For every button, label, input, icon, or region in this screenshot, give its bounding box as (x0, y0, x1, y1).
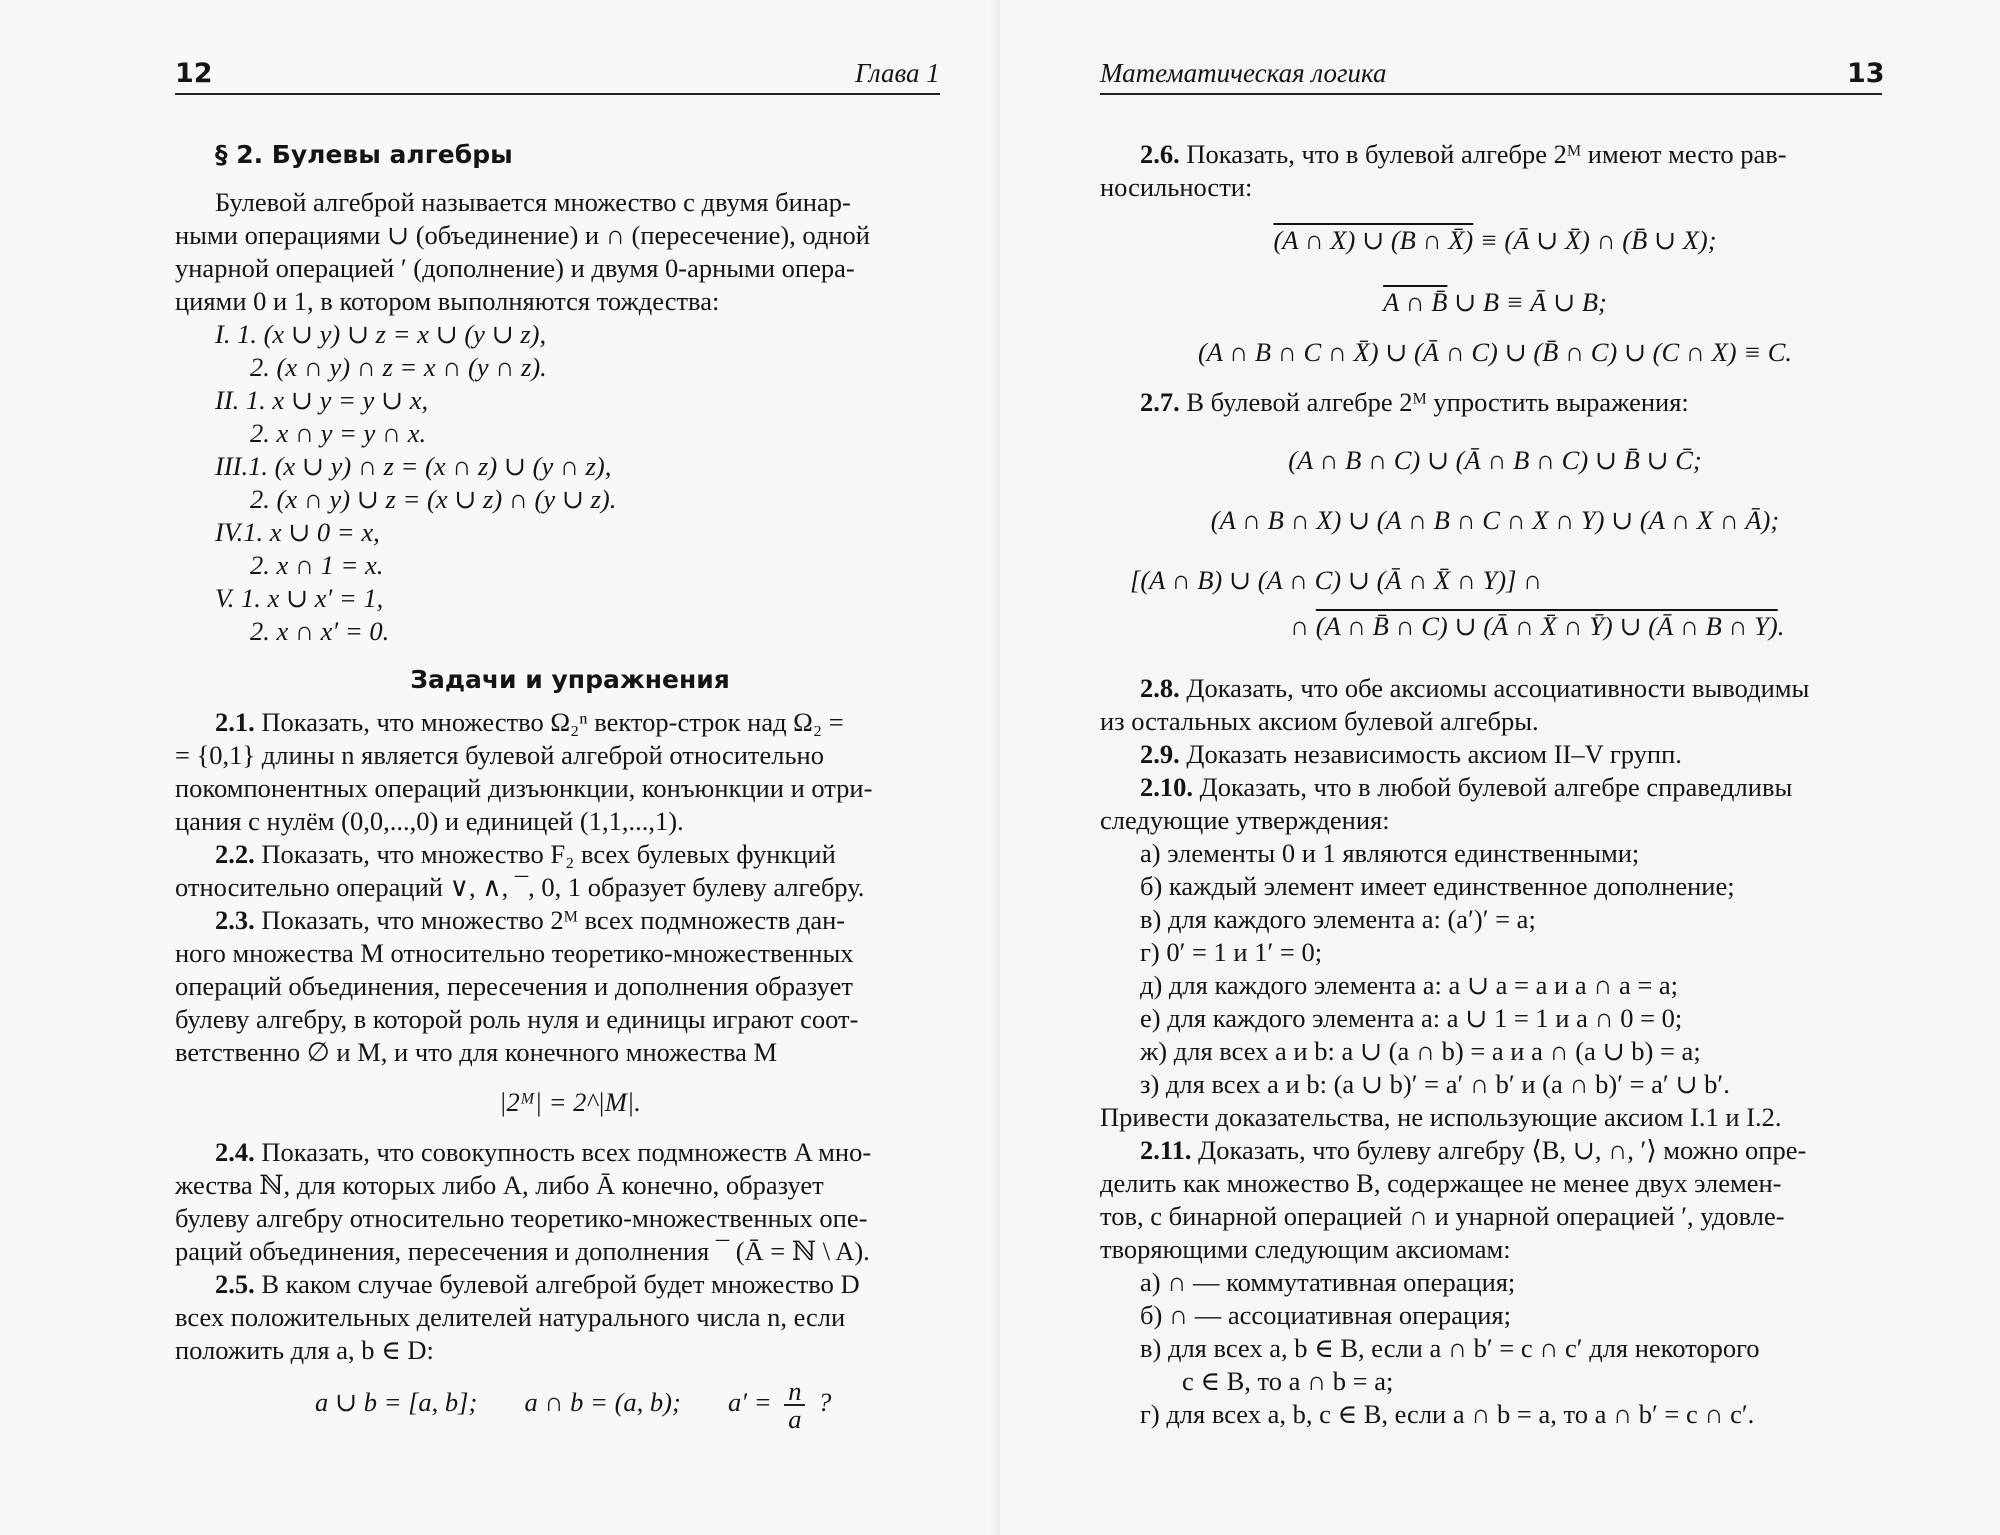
problem-text: Доказать независимость аксиом II–V групп. (1186, 739, 1682, 769)
formula-equivalence-3: (A ∩ B ∩ C ∩ X̄) ∪ (Ā ∩ C) ∪ (B̄ ∩ C) ∪ (C ∩ X) ≡ C. (1197, 337, 1793, 367)
list-item: з) для всех a и b: (a ∪ b)′ = a′ ∩ b′ и (a ∩ b)′ = a′ ∪ b′. (1140, 1069, 1730, 1099)
problem-line: носильности: (1100, 172, 1253, 202)
expression-tail: . (1777, 611, 1785, 641)
problem-line: ного множества M относительно теоретико-множественных (175, 938, 854, 968)
formula-operations (315, 1378, 831, 1432)
problem-2-1-first-line (215, 706, 844, 739)
problem-number: 2.7. (1140, 387, 1180, 417)
list-item: д) для каждого элемента a: a ∪ a = a и a ∩ a = a; (1140, 970, 1679, 1000)
fraction-denominator: a (788, 1404, 802, 1434)
problem-text: Показать, что множество Ω₂ⁿ вектор-строк над Ω₂ = (261, 707, 844, 737)
problem-line: ветственно ∅ и M, и что для конечного множества M (175, 1037, 778, 1067)
problem-2-5-first-line (215, 1268, 860, 1301)
problem-line: всех положительных делителей натурального числа n, если (175, 1302, 846, 1332)
problem-2-7-line (1140, 386, 1689, 419)
problem-line: тов, с бинарной операцией ∩ и унарной операцией ′, удовле- (1100, 1201, 1785, 1231)
problem-text: В булевой алгебре 2ᴹ упростить выражения: (1186, 387, 1689, 417)
formula-complement: a′ = (728, 1387, 772, 1418)
list-item-continuation: c ∈ B, то a ∩ b = a; (1182, 1366, 1394, 1396)
axiom-line: 2. x ∩ y = y ∩ x. (250, 418, 427, 448)
section-title: § 2. Булевы алгебры (215, 140, 513, 169)
problem-2-4-first-line (215, 1136, 871, 1169)
overlined-expression: A ∩ B̄ (1383, 287, 1448, 317)
problem-number: 2.1. (215, 707, 255, 737)
problem-line: делить как множество B, содержащее не менее двух элемен- (1100, 1168, 1782, 1198)
problem-text: Доказать, что булеву алгебру ⟨B, ∪, ∩, ′⟩ можно опре- (1198, 1135, 1807, 1165)
problem-text: Показать, что в булевой алгебре 2ᴹ имеют место рав- (1186, 139, 1787, 169)
fraction-numerator: n (784, 1378, 805, 1406)
problem-note: Привести доказательства, не использующие аксиом I.1 и I.2. (1100, 1102, 1782, 1132)
subsection-title: Задачи и упражнения (410, 665, 730, 694)
list-item: а) элементы 0 и 1 являются единственными; (1140, 838, 1640, 868)
list-item: г) 0′ = 1 и 1′ = 0; (1140, 937, 1323, 967)
problem-2-9-line (1140, 738, 1682, 771)
axiom-line: 2. x ∩ 1 = x. (250, 550, 384, 580)
axiom-line: 2. x ∩ x′ = 0. (250, 616, 390, 646)
problem-text: Показать, что множество 2ᴹ всех подмножеств дан- (261, 905, 846, 935)
axiom-line: 2. (x ∩ y) ∩ z = x ∩ (y ∩ z). (250, 352, 547, 382)
intro-line: Булевой алгеброй называется множество с двумя бинар- (215, 187, 851, 217)
axiom-line: II. 1. x ∪ y = y ∪ x, (215, 385, 429, 415)
intro-line: циями 0 и 1, в котором выполняются тождества: (175, 286, 720, 316)
intro-line: ными операциями ∪ (объединение) и ∩ (пересечение), одной (175, 220, 870, 250)
list-item: г) для всех a, b, c ∈ B, если a ∩ b = a, то a ∩ b′ = c ∩ c′. (1140, 1399, 1755, 1429)
formula-cardinality: |2ᴹ| = 2^|M|. (499, 1087, 641, 1117)
problem-text: В каком случае булевой алгеброй будет множество D (261, 1269, 860, 1299)
problem-line: операций объединения, пересечения и дополнения образует (175, 971, 853, 1001)
left-running-title: Глава 1 (855, 58, 940, 88)
overlined-expression: (A ∩ X) ∪ (B ∩ X̄) (1273, 225, 1474, 255)
problem-line: следующие утверждения: (1100, 805, 1390, 835)
problem-2-2-first-line (215, 838, 836, 871)
problem-number: 2.6. (1140, 139, 1180, 169)
problem-2-6-first-line (1140, 138, 1787, 171)
formula-join: a ∪ b = [a, b]; (315, 1387, 478, 1418)
expression-1: (A ∩ B ∩ C) ∪ (Ā ∩ B ∩ C) ∪ B̄ ∪ C̄; (1288, 445, 1702, 475)
problem-2-10-first-line (1140, 771, 1792, 804)
formula-meet: a ∩ b = (a, b); (524, 1387, 681, 1418)
list-item: ж) для всех a и b: a ∪ (a ∩ b) = a и a ∩ (a ∪ b) = a; (1140, 1036, 1701, 1066)
right-header-rule (1100, 93, 1882, 95)
page-number-text: 13 (1847, 58, 1885, 89)
right-running-title: Математическая логика (1100, 58, 1387, 88)
problem-line: булеву алгебру относительно теоретико-множественных опе- (175, 1203, 868, 1233)
problem-number: 2.11. (1140, 1135, 1192, 1165)
left-header-rule (175, 93, 940, 95)
problem-number: 2.9. (1140, 739, 1180, 769)
problem-line: раций объединения, пересечения и дополнения ¯ (Ā = ℕ \ A). (175, 1236, 870, 1266)
list-item: б) каждый элемент имеет единственное дополнение; (1140, 871, 1735, 901)
axiom-line: III.1. (x ∪ y) ∩ z = (x ∩ z) ∪ (y ∩ z), (215, 451, 612, 481)
problem-2-8-first-line (1140, 672, 1809, 705)
formula-equivalence-2 (1100, 286, 1890, 319)
problem-number: 2.2. (215, 839, 255, 869)
problem-text: Доказать, что в любой булевой алгебре справедливы (1199, 772, 1793, 802)
formula-equivalence-1 (1100, 224, 1890, 257)
problem-2-11-first-line (1140, 1134, 1806, 1167)
left-page-number (175, 58, 213, 89)
list-item: б) ∩ — ассоциативная операция; (1140, 1300, 1511, 1330)
problem-line: булеву алгебру, в которой роль нуля и единицы играют соот- (175, 1004, 859, 1034)
problem-2-3-first-line (215, 904, 845, 937)
problem-number: 2.4. (215, 1137, 255, 1167)
problem-line: положить для a, b ∈ D: (175, 1335, 434, 1365)
expression-2: (A ∩ B ∩ X) ∪ (A ∩ B ∩ C ∩ X ∩ Y) ∪ (A ∩ X ∩ Ā); (1210, 505, 1780, 535)
question-mark: ? (818, 1387, 832, 1418)
axiom-line: I. 1. (x ∪ y) ∪ z = x ∪ (y ∪ z), (215, 319, 547, 349)
formula-rest: ∪ B ≡ Ā ∪ B; (1447, 287, 1607, 317)
problem-line: = {0,1} длины n является булевой алгеброй относительно (175, 740, 824, 770)
problem-text: Показать, что совокупность всех подмножеств A мно- (261, 1137, 872, 1167)
problem-line: покомпонентных операций дизъюнкции, конъюнкции и отри- (175, 773, 873, 803)
fraction-n-over-a (784, 1378, 805, 1432)
problem-line: относительно операций ∨, ∧, ¯, 0, 1 образует булеву алгебру. (175, 872, 865, 902)
problem-number: 2.5. (215, 1269, 255, 1299)
list-item: в) для всех a, b ∈ B, если a ∩ b′ = c ∩ c′ для некоторого (1140, 1333, 1760, 1363)
problem-number: 2.8. (1140, 673, 1180, 703)
expression-3-first-line: [(A ∩ B) ∪ (A ∩ C) ∪ (Ā ∩ X̄ ∩ Y)] ∩ (1130, 565, 1543, 595)
problem-number: 2.3. (215, 905, 255, 935)
right-page-number (1847, 58, 1885, 89)
axiom-line: 2. (x ∩ y) ∪ z = (x ∪ z) ∩ (y ∪ z). (250, 484, 617, 514)
problem-line: жества ℕ, для которых либо A, либо Ā конечно, образует (175, 1170, 824, 1200)
problem-number: 2.10. (1140, 772, 1193, 802)
right-page (1000, 0, 2000, 1535)
list-item: а) ∩ — коммутативная операция; (1140, 1267, 1516, 1297)
problem-text: Показать, что множество F₂ всех булевых функций (261, 839, 836, 869)
formula-rest: ≡ (Ā ∪ X̄) ∩ (B̄ ∪ X); (1473, 225, 1717, 255)
problem-line: цания с нулём (0,0,...,0) и единицей (1,1,...,1). (175, 806, 684, 836)
page-number-text: 12 (175, 58, 213, 89)
overlined-expression: (A ∩ B̄ ∩ C) ∪ (Ā ∩ X̄ ∩ Ȳ) ∪ (Ā ∩ B ∩ Y) (1315, 611, 1778, 641)
expression-prefix: ∩ (1290, 611, 1316, 641)
list-item: е) для каждого элемента a: a ∪ 1 = 1 и a ∩ 0 = 0; (1140, 1003, 1683, 1033)
problem-text: Доказать, что обе аксиомы ассоциативности выводимы (1186, 673, 1810, 703)
axiom-line: V. 1. x ∪ x′ = 1, (215, 583, 384, 613)
list-item: в) для каждого элемента a: (a′)′ = a; (1140, 904, 1536, 934)
intro-line: унарной операцией ′ (дополнение) и двумя 0-арными опера- (175, 253, 855, 283)
problem-line: из остальных аксиом булевой алгебры. (1100, 706, 1539, 736)
expression-3-second-line (1290, 610, 1784, 643)
problem-line: творяющими следующим аксиомам: (1100, 1234, 1511, 1264)
axiom-line: IV.1. x ∪ 0 = x, (215, 517, 380, 547)
